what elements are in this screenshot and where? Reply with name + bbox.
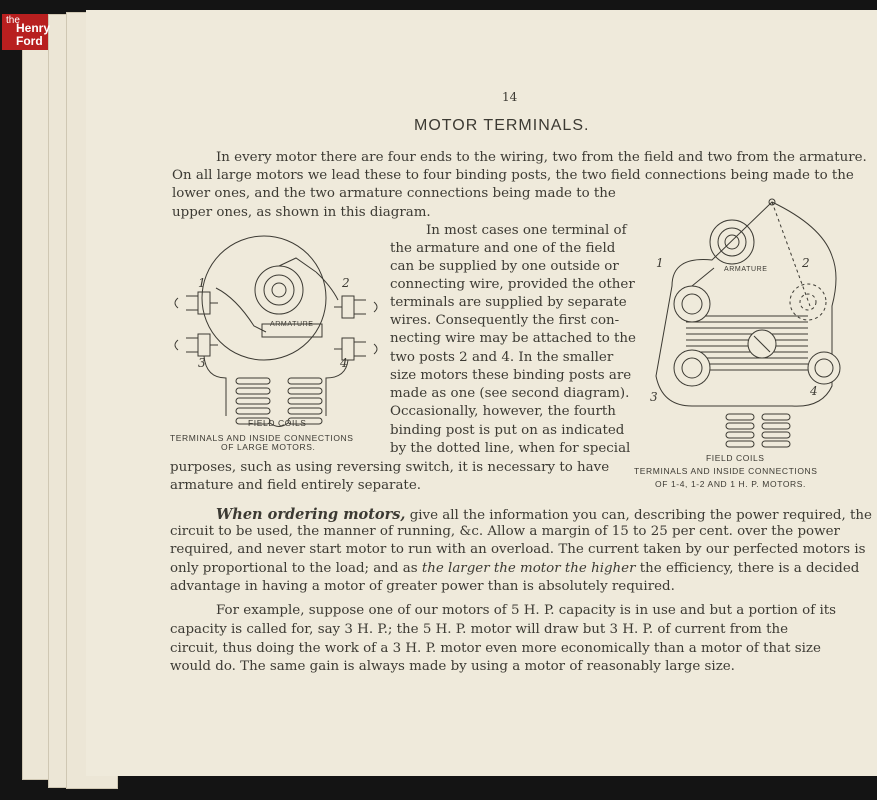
henry-ford-logo: the Henry Ford [2,14,48,50]
ordering-line: advantage in having a motor of greater power than is absolutely required. [170,579,675,594]
middle-line: the armature and one of the field [390,241,616,256]
ordering-text: the efficiency, there is a decided [635,561,860,576]
large-motor-terminal-diagram [166,228,386,450]
ordering-line [216,506,872,523]
ordering-lead: When ordering motors, [216,506,406,523]
middle-line: can be supplied by one outside or [390,259,619,274]
document-page [86,10,877,776]
middle-line: size motors these binding posts are [390,368,632,383]
purposes-line: purposes, such as using reversing switch, it is necessary to have [170,460,610,475]
middle-line: two posts 2 and 4. In the smaller [390,350,614,365]
page-number: 14 [502,90,518,104]
intro-line: upper ones, as shown in this diagram. [172,205,431,220]
field-coils-label: FIELD COILS [248,418,307,428]
small-motor-terminal-diagram [632,196,852,452]
armature-label: ARMATURE [724,266,768,273]
armature-label: ARMATURE [270,321,314,328]
middle-line: wires. Consequently the first con- [390,313,620,328]
example-line: circuit, thus doing the work of a 3 H. P. motor even more economically than a motor of that size [170,641,821,656]
terminal-number: 1 [656,256,665,270]
ordering-line: required, and never start motor to run with an overload. The current taken by our perfected motors is [170,542,866,557]
middle-line: connecting wire, provided the other [390,277,635,292]
middle-line: binding post is put on as indicated [390,423,625,438]
middle-line: terminals are supplied by separate [390,295,627,310]
example-line: For example, suppose one of our motors of 5 H. P. capacity is in use and but a portion of its [216,603,836,618]
terminal-number: 4 [340,356,349,370]
diagram-caption: TERMINALS AND INSIDE CONNECTIONS [170,433,354,443]
diagram-caption: OF 1-4, 1-2 AND 1 H. P. MOTORS. [655,479,807,489]
purposes-line: armature and field entirely separate. [170,478,421,493]
middle-line: made as one (see second diagram). [390,386,630,401]
page-title: MOTOR TERMINALS. [414,117,590,134]
middle-line: In most cases one terminal of [426,223,627,238]
middle-line: by the dotted line, when for special [390,441,631,456]
terminal-number: 1 [198,276,207,290]
middle-line: necting wire may be attached to the [390,331,636,346]
ordering-emphasis: the larger the motor the higher [421,561,636,576]
terminal-number: 3 [198,356,207,370]
terminal-number: 4 [810,384,819,398]
example-line: would do. The same gain is always made by using a motor of reasonably large size. [170,659,735,674]
intro-line: On all large motors we lead these to four binding posts, the two field connections being made to the [172,168,854,183]
diagram-caption: TERMINALS AND INSIDE CONNECTIONS [634,466,818,476]
middle-line: Occasionally, however, the fourth [390,404,616,419]
ordering-text: only proportional to the load; and as [170,561,422,576]
ordering-text: give all the information you can, describing the power required, the [405,508,872,523]
terminal-number: 2 [342,276,351,290]
terminal-number: 2 [802,256,811,270]
terminal-number: 3 [650,390,659,404]
ordering-line: circuit to be used, the manner of running, &c. Allow a margin of 15 to 25 per cent. over the power [170,524,840,539]
example-line: capacity is called for, say 3 H. P.; the 5 H. P. motor will draw but 3 H. P. of current from the [170,622,789,637]
diagram-caption: OF LARGE MOTORS. [221,442,316,452]
field-coils-label: FIELD COILS [706,453,765,463]
intro-line: In every motor there are four ends to the wiring, two from the field and two from the armature. [216,150,867,165]
intro-line: lower ones, and the two armature connections being made to the [172,186,616,201]
ordering-line [170,561,859,576]
